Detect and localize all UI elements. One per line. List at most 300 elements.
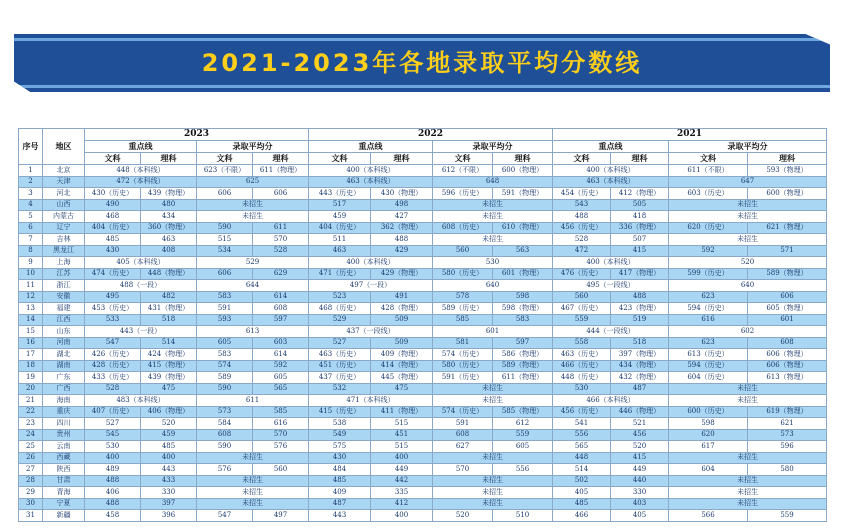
cell-region: 甘肃 <box>43 475 85 487</box>
cell-score: 593 <box>197 314 253 326</box>
table-row <box>19 199 827 211</box>
cell-score: 528 <box>85 383 141 395</box>
cell-score: 589（物理） <box>493 360 553 372</box>
cell-score: 578 <box>433 291 493 303</box>
cell-score: 497 <box>253 510 309 522</box>
cell-score: 475 <box>141 383 197 395</box>
header-year-2023: 2023 <box>85 129 309 141</box>
cell-score: 509 <box>371 337 433 349</box>
cell-score: 576 <box>253 441 309 453</box>
table-row <box>19 441 827 453</box>
cell-score: 591 <box>433 418 493 430</box>
cell-region: 河北 <box>43 188 85 200</box>
cell-score: 未招生 <box>197 487 309 499</box>
cell-score: 488 <box>611 291 669 303</box>
table-row <box>19 291 827 303</box>
cell-score: 472 <box>553 245 611 257</box>
cell-score: 591 <box>197 303 253 315</box>
cell-score: 482 <box>141 291 197 303</box>
header-row-years <box>19 129 827 141</box>
cell-region: 贵州 <box>43 429 85 441</box>
cell-score: 523 <box>309 291 371 303</box>
cell-score: 530 <box>433 257 553 269</box>
table-row <box>19 406 827 418</box>
table-row <box>19 383 827 395</box>
cell-score: 405（本科线） <box>85 257 197 269</box>
cell-region: 四川 <box>43 418 85 430</box>
page-title: 2021-2023年各地录取平均分数线 <box>201 49 643 77</box>
cell-score: 565 <box>253 383 309 395</box>
cell-region: 安徽 <box>43 291 85 303</box>
cell-score: 505 <box>611 199 669 211</box>
cell-score: 592 <box>669 245 748 257</box>
cell-score: 592 <box>253 360 309 372</box>
cell-score: 400 <box>371 452 433 464</box>
cell-score: 616 <box>669 314 748 326</box>
cell-score: 534 <box>197 245 253 257</box>
cell-score: 591（物理） <box>493 188 553 200</box>
cell-score: 610（物理） <box>493 222 553 234</box>
cell-score: 未招生 <box>669 211 827 223</box>
cell-seq: 18 <box>19 360 43 372</box>
cell-score: 442 <box>371 475 433 487</box>
cell-seq: 22 <box>19 406 43 418</box>
cell-region: 辽宁 <box>43 222 85 234</box>
cell-score: 429 <box>371 245 433 257</box>
cell-score: 484 <box>309 464 371 476</box>
cell-score: 585（物理） <box>493 406 553 418</box>
cell-score: 575 <box>309 441 371 453</box>
header-avg: 录取平均分 <box>197 141 309 153</box>
cell-seq: 4 <box>19 199 43 211</box>
cell-seq: 30 <box>19 498 43 510</box>
cell-score: 623 <box>669 291 748 303</box>
cell-score: 538 <box>309 418 371 430</box>
cell-score: 545 <box>85 429 141 441</box>
cell-score: 598（物理） <box>493 303 553 315</box>
cell-score: 605 <box>197 337 253 349</box>
cell-score: 400（本科线） <box>553 165 669 177</box>
cell-score: 454（历史） <box>553 188 611 200</box>
table-row <box>19 487 827 499</box>
cell-score: 475 <box>371 383 433 395</box>
table-row <box>19 176 827 188</box>
cell-seq: 24 <box>19 429 43 441</box>
cell-score: 605 <box>493 441 553 453</box>
cell-score: 581 <box>433 337 493 349</box>
cell-score: 443（一段） <box>85 326 197 338</box>
cell-score: 563 <box>493 245 553 257</box>
cell-score: 443 <box>309 510 371 522</box>
cell-score: 407（历史） <box>85 406 141 418</box>
cell-score: 未招生 <box>433 395 553 407</box>
cell-score: 640 <box>433 280 553 292</box>
table-row <box>19 337 827 349</box>
cell-score: 412 <box>371 498 433 510</box>
cell-score: 439（物理） <box>141 372 197 384</box>
cell-score: 591（历史） <box>433 372 493 384</box>
table-row <box>19 475 827 487</box>
cell-score: 426（历史） <box>85 349 141 361</box>
cell-seq: 10 <box>19 268 43 280</box>
cell-score: 590 <box>197 383 253 395</box>
cell-score: 485 <box>85 234 141 246</box>
table-row <box>19 165 827 177</box>
cell-score: 未招生 <box>669 234 827 246</box>
cell-score: 467（历史） <box>553 303 611 315</box>
cell-score: 未招生 <box>197 498 309 510</box>
cell-score: 未招生 <box>433 383 553 395</box>
cell-score: 400 <box>85 452 141 464</box>
header-row-groups <box>19 141 827 153</box>
cell-score: 611（物理） <box>493 372 553 384</box>
cell-score: 未招生 <box>197 211 309 223</box>
cell-region: 西藏 <box>43 452 85 464</box>
cell-score: 614 <box>253 291 309 303</box>
header-row-subjects <box>19 153 827 165</box>
cell-score: 433 <box>141 475 197 487</box>
cell-score: 520 <box>433 510 493 522</box>
cell-score: 604（历史） <box>669 372 748 384</box>
cell-score: 487 <box>309 498 371 510</box>
cell-score: 448 <box>553 452 611 464</box>
title-banner <box>14 34 830 92</box>
cell-score: 507 <box>611 234 669 246</box>
cell-score: 408 <box>141 245 197 257</box>
cell-score: 487 <box>611 383 669 395</box>
cell-score: 463（本科线） <box>553 176 669 188</box>
cell-score: 533 <box>85 314 141 326</box>
cell-score: 330 <box>141 487 197 499</box>
cell-score: 437（一段线） <box>309 326 433 338</box>
cell-score: 未招生 <box>433 487 553 499</box>
cell-region: 海南 <box>43 395 85 407</box>
cell-score: 570 <box>253 429 309 441</box>
cell-score: 456 <box>611 429 669 441</box>
cell-score: 449 <box>611 464 669 476</box>
cell-region: 福建 <box>43 303 85 315</box>
cell-score: 594（历史） <box>669 303 748 315</box>
cell-score: 620（历史） <box>669 222 748 234</box>
cell-score: 415（历史） <box>309 406 371 418</box>
cell-score: 573 <box>748 429 827 441</box>
cell-score: 518 <box>141 314 197 326</box>
cell-score: 336（物理） <box>611 222 669 234</box>
cell-score: 625 <box>197 176 309 188</box>
header-seq: 序号 <box>19 129 43 165</box>
cell-score: 439（物理） <box>141 188 197 200</box>
cell-score: 444（一段线） <box>553 326 669 338</box>
cell-region: 内蒙古 <box>43 211 85 223</box>
cell-score: 456（历史） <box>553 406 611 418</box>
cell-score: 619（物理） <box>748 406 827 418</box>
cell-score: 566 <box>669 510 748 522</box>
cell-score: 556 <box>553 429 611 441</box>
cell-seq: 3 <box>19 188 43 200</box>
cell-seq: 7 <box>19 234 43 246</box>
cell-score: 330 <box>611 487 669 499</box>
table-row <box>19 326 827 338</box>
cell-score: 497（一段） <box>309 280 433 292</box>
cell-seq: 1 <box>19 165 43 177</box>
cell-score: 476（历史） <box>553 268 611 280</box>
cell-score: 未招生 <box>669 383 827 395</box>
cell-score: 597 <box>493 337 553 349</box>
cell-score: 463（历史） <box>553 349 611 361</box>
cell-score: 466 <box>553 510 611 522</box>
cell-score: 598 <box>669 418 748 430</box>
cell-score: 474（历史） <box>85 268 141 280</box>
cell-score: 445（物理） <box>371 372 433 384</box>
cell-score: 485 <box>141 441 197 453</box>
cell-region: 青海 <box>43 487 85 499</box>
cell-score: 453（历史） <box>85 303 141 315</box>
cell-score: 617 <box>669 441 748 453</box>
cell-score: 529 <box>197 257 309 269</box>
header-wen: 文科 <box>669 153 748 165</box>
cell-score: 520 <box>669 257 827 269</box>
cell-score: 459 <box>141 429 197 441</box>
cell-score: 463（本科线） <box>309 176 433 188</box>
cell-score: 466（本科线） <box>553 395 669 407</box>
cell-score: 未招生 <box>197 199 309 211</box>
cell-score: 521 <box>611 418 669 430</box>
cell-score: 430（历史） <box>85 188 141 200</box>
table-row <box>19 188 827 200</box>
cell-score: 623 <box>669 337 748 349</box>
cell-seq: 27 <box>19 464 43 476</box>
cell-score: 未招生 <box>669 452 827 464</box>
cell-region: 浙江 <box>43 280 85 292</box>
cell-score: 443（历史） <box>309 188 371 200</box>
cell-score: 未招生 <box>669 487 827 499</box>
cell-score: 597 <box>253 314 309 326</box>
cell-region: 天津 <box>43 176 85 188</box>
cell-score: 570 <box>433 464 493 476</box>
header-li: 理科 <box>493 153 553 165</box>
cell-score: 603 <box>253 337 309 349</box>
cell-region: 黑龙江 <box>43 245 85 257</box>
cell-seq: 16 <box>19 337 43 349</box>
cell-score: 530 <box>553 383 611 395</box>
cell-seq: 20 <box>19 383 43 395</box>
cell-score: 560 <box>433 245 493 257</box>
cell-score: 未招生 <box>433 475 553 487</box>
cell-region: 山东 <box>43 326 85 338</box>
cell-score: 463 <box>141 234 197 246</box>
cell-score: 613（物理） <box>748 372 827 384</box>
table-row <box>19 464 827 476</box>
score-table-container <box>18 128 826 522</box>
cell-score: 586（物理） <box>493 349 553 361</box>
cell-score: 488 <box>85 475 141 487</box>
cell-score: 423（物理） <box>611 303 669 315</box>
cell-score: 429（物理） <box>371 268 433 280</box>
cell-score: 627 <box>433 441 493 453</box>
cell-score: 434 <box>141 211 197 223</box>
cell-score: 411（物理） <box>371 406 433 418</box>
cell-score: 593（物理） <box>748 165 827 177</box>
cell-score: 583 <box>197 349 253 361</box>
cell-score: 471（本科线） <box>309 395 433 407</box>
cell-seq: 15 <box>19 326 43 338</box>
cell-score: 601 <box>748 314 827 326</box>
cell-score: 488 <box>553 211 611 223</box>
cell-score: 未招生 <box>197 452 309 464</box>
cell-seq: 8 <box>19 245 43 257</box>
cell-score: 600（物理） <box>748 188 827 200</box>
cell-score: 428（物理） <box>371 303 433 315</box>
cell-score: 515 <box>371 418 433 430</box>
cell-score: 543 <box>553 199 611 211</box>
cell-score: 565 <box>553 441 611 453</box>
cell-score: 424（物理） <box>141 349 197 361</box>
cell-score: 未招生 <box>669 475 827 487</box>
cell-score: 412（物理） <box>611 188 669 200</box>
cell-score: 未招生 <box>433 211 553 223</box>
cell-score: 594（历史） <box>669 360 748 372</box>
cell-score: 434（物理） <box>611 360 669 372</box>
cell-score: 528 <box>253 245 309 257</box>
cell-score: 611（不限） <box>669 165 748 177</box>
cell-score: 647 <box>669 176 827 188</box>
cell-score: 430（物理） <box>371 188 433 200</box>
cell-score: 604 <box>669 464 748 476</box>
cell-score: 472（本科线） <box>85 176 197 188</box>
header-wen: 文科 <box>85 153 141 165</box>
cell-score: 404（历史） <box>85 222 141 234</box>
cell-score: 437（历史） <box>309 372 371 384</box>
cell-seq: 6 <box>19 222 43 234</box>
cell-score: 440 <box>611 475 669 487</box>
cell-score: 589（物理） <box>748 268 827 280</box>
cell-score: 613（历史） <box>669 349 748 361</box>
cell-score: 623（不限） <box>197 165 253 177</box>
cell-score: 400（本科线） <box>309 165 433 177</box>
cell-score: 400（本科线） <box>309 257 433 269</box>
cell-score: 418 <box>611 211 669 223</box>
cell-seq: 21 <box>19 395 43 407</box>
cell-score: 580（历史） <box>433 268 493 280</box>
cell-region: 吉林 <box>43 234 85 246</box>
cell-score: 415 <box>611 452 669 464</box>
table-row <box>19 360 827 372</box>
cell-score: 520 <box>141 418 197 430</box>
cell-score: 520 <box>611 441 669 453</box>
cell-score: 未招生 <box>433 452 553 464</box>
header-avg: 录取平均分 <box>433 141 553 153</box>
header-wen: 文科 <box>197 153 253 165</box>
cell-score: 585 <box>253 406 309 418</box>
cell-score: 335 <box>371 487 433 499</box>
table-row <box>19 211 827 223</box>
cell-seq: 29 <box>19 487 43 499</box>
header-year-2022: 2022 <box>309 129 553 141</box>
cell-score: 448（物理） <box>141 268 197 280</box>
cell-score: 400 <box>141 452 197 464</box>
cell-score: 559 <box>493 429 553 441</box>
cell-score: 404（历史） <box>309 222 371 234</box>
table-row <box>19 234 827 246</box>
header-li: 理科 <box>371 153 433 165</box>
header-li: 理科 <box>253 153 309 165</box>
cell-score: 449 <box>371 464 433 476</box>
cell-score: 574 <box>197 360 253 372</box>
cell-score: 530 <box>85 441 141 453</box>
header-li: 理科 <box>748 153 827 165</box>
cell-score: 621（物理） <box>748 222 827 234</box>
cell-score: 491 <box>371 291 433 303</box>
cell-score: 573 <box>197 406 253 418</box>
cell-score: 605（物理） <box>748 303 827 315</box>
header-li: 理科 <box>611 153 669 165</box>
cell-score: 448（历史） <box>553 372 611 384</box>
cell-score: 611 <box>197 395 309 407</box>
cell-region: 新疆 <box>43 510 85 522</box>
cell-region: 江西 <box>43 314 85 326</box>
cell-score: 612 <box>493 418 553 430</box>
cell-score: 509 <box>371 314 433 326</box>
cell-score: 608 <box>197 429 253 441</box>
table-row <box>19 418 827 430</box>
cell-score: 446（物理） <box>611 406 669 418</box>
cell-region: 山西 <box>43 199 85 211</box>
cell-score: 644 <box>197 280 309 292</box>
header-li: 理科 <box>141 153 197 165</box>
table-row <box>19 372 827 384</box>
cell-score: 490 <box>85 199 141 211</box>
cell-score: 485 <box>309 475 371 487</box>
cell-score: 415 <box>611 245 669 257</box>
cell-score: 409 <box>309 487 371 499</box>
header-year-2021: 2021 <box>553 129 827 141</box>
cell-score: 529 <box>309 314 371 326</box>
cell-score: 517 <box>309 199 371 211</box>
cell-score: 未招生 <box>669 199 827 211</box>
cell-score: 616 <box>253 418 309 430</box>
table-row <box>19 452 827 464</box>
cell-seq: 5 <box>19 211 43 223</box>
score-table <box>18 128 827 522</box>
cell-score: 580（历史） <box>433 360 493 372</box>
cell-region: 北京 <box>43 165 85 177</box>
cell-score: 600（历史） <box>669 406 748 418</box>
cell-score: 560 <box>253 464 309 476</box>
cell-region: 云南 <box>43 441 85 453</box>
cell-score: 463 <box>309 245 371 257</box>
cell-score: 608 <box>433 429 493 441</box>
cell-score: 629 <box>253 268 309 280</box>
cell-score: 528 <box>553 234 611 246</box>
cell-score: 405 <box>553 487 611 499</box>
table-row <box>19 349 827 361</box>
cell-score: 489 <box>85 464 141 476</box>
cell-seq: 31 <box>19 510 43 522</box>
cell-region: 广西 <box>43 383 85 395</box>
table-body <box>19 165 827 522</box>
cell-score: 605 <box>253 372 309 384</box>
cell-score: 560 <box>553 291 611 303</box>
cell-region: 湖北 <box>43 349 85 361</box>
cell-score: 430 <box>85 245 141 257</box>
cell-score: 611（物理） <box>253 165 309 177</box>
cell-score: 547 <box>85 337 141 349</box>
cell-score: 614 <box>253 349 309 361</box>
cell-score: 606 <box>253 188 309 200</box>
cell-seq: 19 <box>19 372 43 384</box>
cell-score: 未招生 <box>669 395 827 407</box>
cell-score: 606（物理） <box>748 360 827 372</box>
